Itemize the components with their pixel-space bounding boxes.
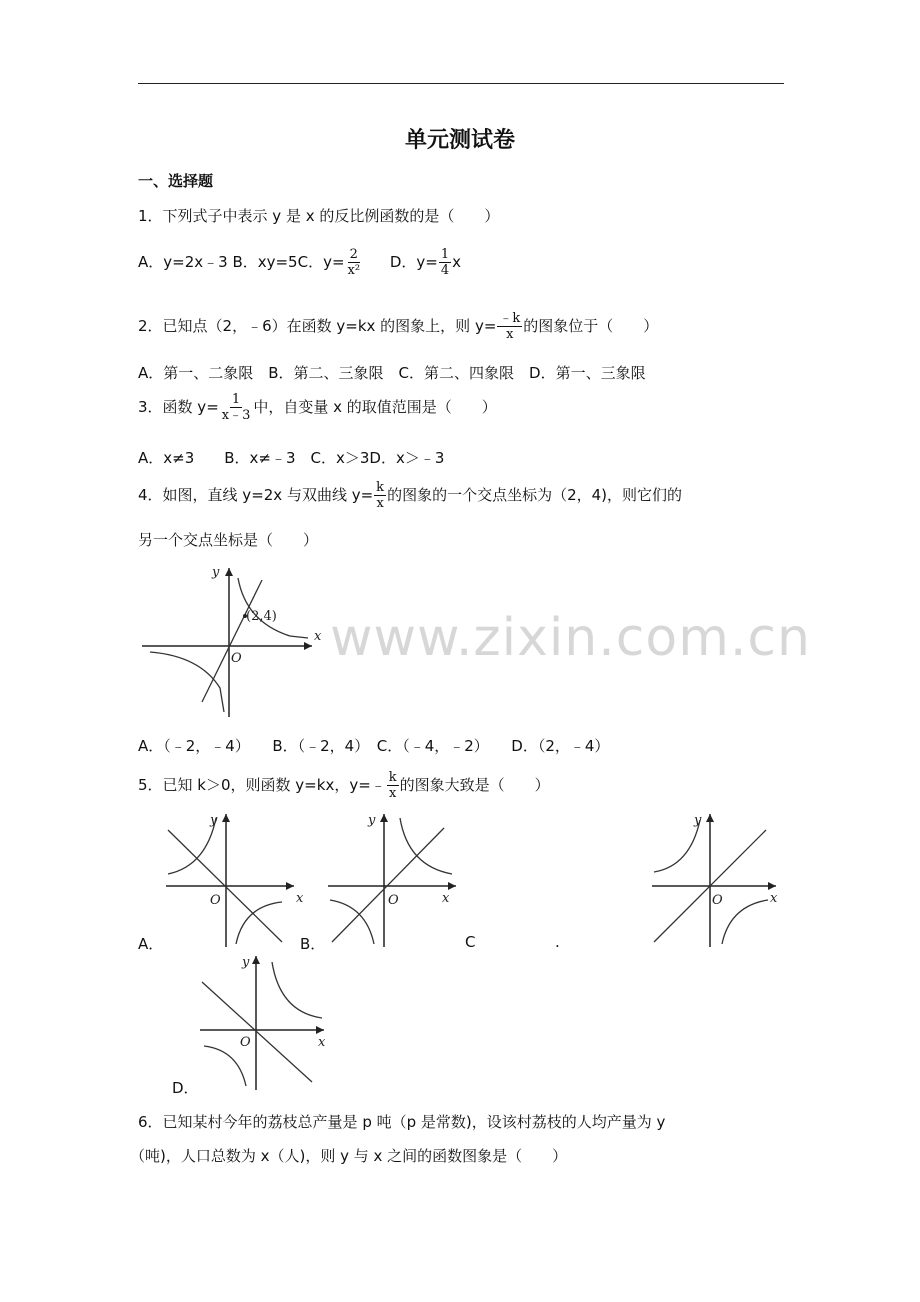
q1-fraction-d (439, 247, 451, 278)
q5-post: 的图象大致是（ ） (399, 776, 550, 794)
q4-options: A．（﹣2，﹣4） B．（﹣2，4） C．（﹣4，﹣2） D．（2，﹣4） (138, 737, 610, 755)
q5-label-d: D． (172, 1079, 199, 1097)
q3-den: x﹣3 (221, 408, 251, 423)
q1-options-ab: A．y=2x﹣3 B．xy=5C．y= (138, 253, 345, 271)
q3-num: 1 (231, 392, 241, 407)
q2-num: ﹣k (499, 311, 521, 326)
q5d-origin: O (240, 1035, 251, 1050)
q5a-origin: O (210, 893, 221, 908)
q1-option-d: D．y= (389, 253, 438, 271)
q3-pre: 3．函数 y= (138, 398, 219, 416)
q2-options: A．第一、二象限 B．第二、三象限 C．第二、四象限 D．第一、三象限 (138, 364, 646, 382)
q5-label-a: A． (138, 935, 164, 953)
q3-stem (138, 392, 497, 423)
section-heading: 一、选择题 (138, 172, 214, 190)
q5-num: k (388, 770, 397, 785)
q5b-axis-x: x (442, 891, 450, 906)
q5-den: x (389, 786, 397, 801)
q4-origin: O (231, 651, 242, 666)
page-title: 单元测试卷 (404, 128, 515, 153)
q4-stem-line2: 另一个交点坐标是（ ） (138, 531, 319, 549)
q4-fraction (374, 480, 386, 511)
q3-post: 中，自变量 x 的取值范围是（ ） (253, 398, 497, 416)
q1-c-num: 2 (349, 247, 358, 262)
q3-fraction (220, 392, 253, 423)
q5c-axis-x: x (770, 891, 778, 906)
q5-label-b: B． (300, 935, 326, 953)
q4-pre: 4．如图，直线 y=2x 与双曲线 y= (138, 486, 374, 504)
q6-line1: 6．已知某村今年的荔枝总产量是 p 吨（p 是常数)，设该村荔枝的人均产量为 y (138, 1113, 666, 1131)
q5b-origin: O (388, 893, 399, 908)
q1-d-num: 1 (440, 247, 450, 262)
q5-label-c: C (465, 933, 476, 951)
q2-fraction (497, 311, 522, 342)
q4-stem (138, 480, 682, 511)
q5-fraction (387, 770, 399, 801)
q5-stem (138, 770, 550, 801)
q2-den: x (506, 327, 514, 342)
q5d-axis-y: y (242, 955, 250, 970)
q1-d-den: 4 (440, 263, 450, 278)
q2-stem (138, 311, 658, 342)
q3-options: A．x≠3 B．x≠﹣3 C．x＞3D．x＞﹣3 (138, 449, 445, 467)
q1-d-post: x (452, 253, 462, 271)
q2-post: 的图象位于（ ） (523, 317, 659, 335)
q5b-axis-y: y (368, 813, 376, 828)
q4-graph (140, 562, 320, 722)
header-rule (138, 83, 784, 84)
q5c-origin: O (712, 893, 723, 908)
q5c-axis-y: y (694, 813, 702, 828)
q5-graph-d (200, 950, 340, 1090)
q1-options (138, 247, 461, 278)
q1-stem: 1．下列式子中表示 y 是 x 的反比例函数的是（ ） (138, 207, 500, 225)
q5-pre: 5．已知 k＞0，则函数 y=kx，y=﹣ (138, 776, 386, 794)
q2-pre: 2．已知点（2，﹣6）在函数 y=kx 的图象上，则 y= (138, 317, 497, 335)
watermark: www.zixin.com.cn (330, 608, 811, 668)
q4-point-label: (2,4) (246, 609, 277, 624)
q5a-axis-y: y (210, 813, 218, 828)
q4-den: x (376, 496, 384, 511)
q5-graph-b (328, 810, 468, 950)
q4-axis-y: y (212, 565, 220, 580)
q5d-axis-x: x (318, 1035, 326, 1050)
q6-line2: （吨)，人口总数为 x（人)，则 y 与 x 之间的函数图象是（ ） (130, 1147, 568, 1165)
q5-label-c-dot: . (555, 933, 560, 951)
q5a-axis-x: x (296, 891, 304, 906)
q1-c-den: x² (347, 263, 361, 278)
q4-num: k (376, 480, 385, 495)
q1-fraction-c (346, 247, 363, 278)
q4-axis-x: x (314, 629, 322, 644)
q5-graph-a (166, 810, 306, 950)
q5-graph-c (652, 810, 792, 950)
q4-post: 的图象的一个交点坐标为（2，4)，则它们的 (387, 486, 683, 504)
